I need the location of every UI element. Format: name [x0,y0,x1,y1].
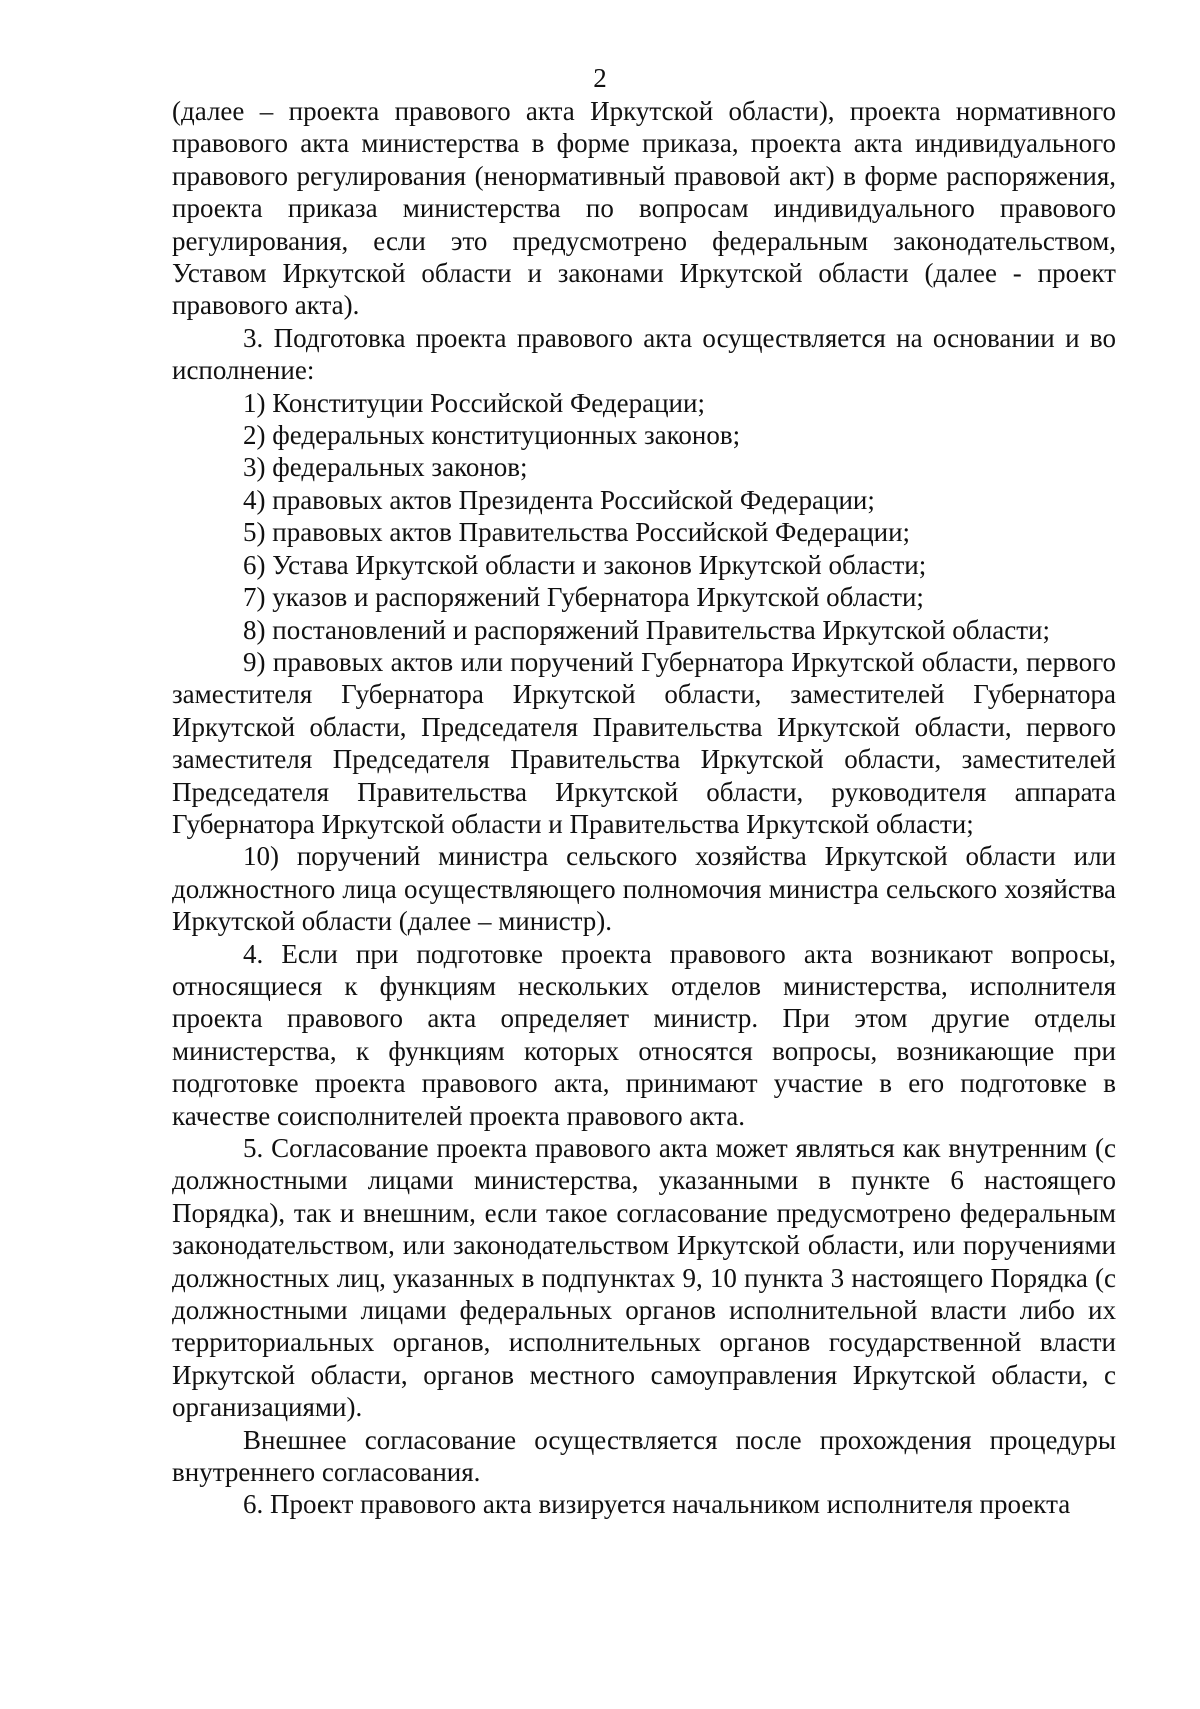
paragraph-continuation: (далее – проекта правового акта Иркутской области), проекта нормативного правового акта министерства в форме приказа, проекта акта индивидуального правового регулирования (ненормативный правовой акт) в форме распоряжения, проекта приказа министерства по вопросам индивидуального правового регулирования, если это предусмотрено федеральным законодательством, Уставом Иркутской области и законами Иркутской области (далее - проект правового акта). [172,96,1116,321]
page-number: 2 [593,63,607,93]
list-item-3-9: 9) правовых актов или поручений Губернатора Иркутской области, первого заместителя Губернатора Иркутской области, заместителей Губернатора Иркутской области, Председателя Правительства Иркутской области, первого заместителя Председателя Правительства Иркутской области, заместителей Председателя Правительства Иркутской области, руководителя аппарата Губернатора Иркутской области и Правительства Иркутской области; [172,646,1116,839]
paragraph-item-4: 4. Если при подготовке проекта правового акта возникают вопросы, относящиеся к функциям нескольких отделов министерства, исполнителя проекта правового акта определяет министр. При этом другие отделы министерства, к функциям которых относятся вопросы, возникающие при подготовке проекта правового акта, принимают участие в его подготовке в качестве соисполнителей проекта правового акта. [172,938,1116,1131]
list-item-3-1: 1) Конституции Российской Федерации; [243,387,705,418]
list-item-3-4: 4) правовых актов Президента Российской Федерации; [243,484,875,515]
list-item-3-3: 3) федеральных законов; [243,452,528,483]
paragraph-item-5: 5. Согласование проекта правового акта может являться как внутренним (с должностными лицами министерства, указанными в пункте 6 настоящего Порядка), так и внешним, если такое согласование предусмотрено федеральным законодательством, или законодательством Иркутской области, или поручениями должностных лиц, указанных в подпунктах 9, 10 пункта 3 настоящего Порядка (с должностными лицами федеральных органов исполнительной власти либо их территориальных органов, исполнительных органов государственной власти Иркутской области, органов местного самоуправления Иркутской области, с организациями). [172,1133,1116,1423]
document-body [172,95,1116,1521]
list-item-3-7: 7) указов и распоряжений Губернатора Иркутской области; [243,582,924,613]
list-item-3-10: 10) поручений министра сельского хозяйства Иркутской области или должностного лица осуществляющего полномочия министра сельского хозяйства Иркутской области (далее – министр). [172,841,1116,937]
paragraph-external-approval: Внешнее согласование осуществляется после прохождения процедуры внутреннего согласования. [172,1424,1116,1488]
list-item-3-6: 6) Устава Иркутской области и законов Иркутской области; [243,549,927,580]
list-item-3-2: 2) федеральных конституционных законов; [243,420,741,451]
list-item-3-5: 5) правовых актов Правительства Российской Федерации; [243,517,911,548]
paragraph-item-6: 6. Проект правового акта визируется начальником исполнителя проекта [243,1489,1071,1520]
list-item-3-8: 8) постановлений и распоряжений Правительства Иркутской области; [243,614,1050,645]
paragraph-item-3: 3. Подготовка проекта правового акта осуществляется на основании и во исполнение: [172,322,1116,386]
